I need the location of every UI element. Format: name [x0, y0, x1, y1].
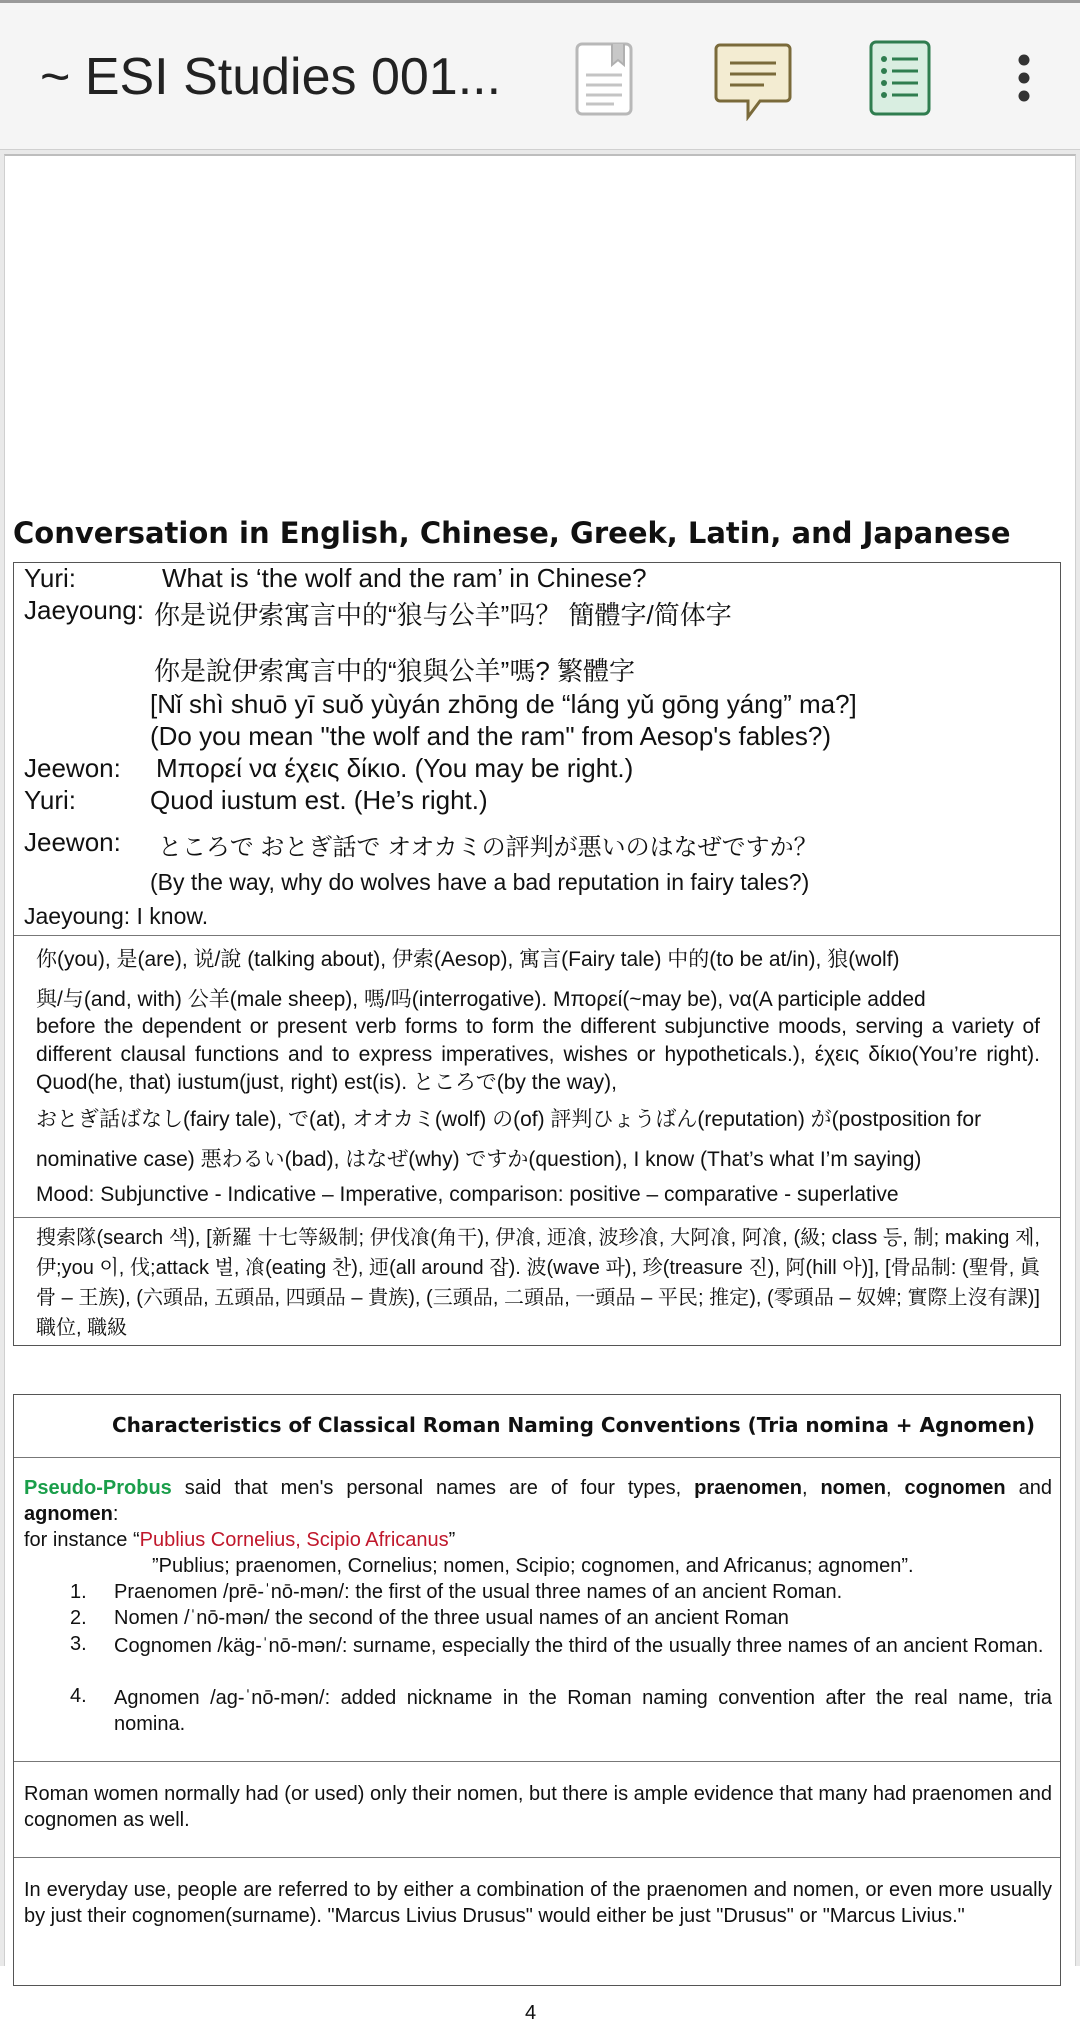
term-nomen: nomen	[820, 1477, 887, 1499]
list-number: 2.	[70, 1607, 87, 1629]
hanja-paragraph: 搜索隊(search 색), [新羅 十七等級制; 伊伐飡(角干), 伊飡, 迊飡, 波珍飡, 大阿飡, 阿飡, (級; class 등, 制; making 제, 伊;you 이, 伐;attack 벌, 飡(eating 찬), 迊(all around 잡). 波(wave 파), 珍(treasure 진), 阿(hill 아)], [骨品制: (聖骨, 眞骨 – 王族), (六頭品, 五頭品, 四頭品 – 貴族), (三頭品, 二頭品, 一頭品 – 平民; 推定), (零頭品 – 奴婢; 實際上沒有課)] 職位, 職級	[36, 1227, 1040, 1339]
document-viewer[interactable]	[0, 150, 1080, 2024]
bookmark-icon[interactable]	[574, 41, 636, 117]
roman-intro	[24, 1475, 1052, 1527]
dialogue-line: What is ‘the wolf and the ram’ in Chinese?	[162, 563, 647, 593]
dialogue-line: (By the way, why do wolves have a bad reputation in fairy tales?)	[150, 869, 810, 895]
dialogue-line: (Do you mean "the wolf and the ram" from Aesop's fables?)	[150, 721, 831, 751]
list-item: Cognomen /käg-ˈnō-mən/: surname, especially the third of the usually three names of an ancient Roman.	[114, 1635, 1044, 1657]
dialogue-line: Jaeyoung: I know.	[24, 903, 209, 929]
vocab-paragraph: before the dependent or present verb forms to form the different subjunctive moods, serving a variety of different clausal functions and to express imperatives, wishes or hypotheticals.), έχεις δίκιο(You’re right). Quod(he, that) iustum(just, right) est(is). ところで(by the way),	[36, 1015, 1040, 1094]
comma: ,	[801, 1477, 821, 1499]
speaker-label: Yuri:	[24, 785, 77, 815]
speaker-label: Yuri:	[24, 563, 77, 593]
list-item: Praenomen /prē-ˈnō-mən/: the first of the usual three names of an ancient Roman.	[114, 1581, 843, 1603]
list-item: Nomen /ˈnō-mən/ the second of the three usual names of an ancient Roman	[114, 1607, 789, 1629]
colon: :	[112, 1503, 119, 1525]
vocab-line: 你(you), 是(are), 说/說 (talking about), 伊索(Aesop), 寓言(Fairy tale) 中的(to be at/in), 狼(wolf)	[36, 948, 900, 971]
table-divider	[14, 935, 1060, 936]
more-icon[interactable]	[1010, 53, 1038, 103]
speaker-label: Jeewon:	[24, 753, 121, 783]
list-item: Agnomen /ag-ˈnō-mən/: added nickname in the Roman naming convention after the real name, tria nomina.	[114, 1687, 1052, 1735]
vocab-line: おとぎ話ばなし(fairy tale), で(at), オオカミ(wolf) の(of) 評判ひょうばん(reputation) が(postposition for	[36, 1108, 982, 1131]
vocab-line: nominative case) 悪わるい(bad), はなぜ(why) ですか(question), I know (That’s what I’m saying)	[36, 1148, 922, 1171]
speaker-label: Jaeyoung:	[24, 595, 144, 625]
document-page	[4, 154, 1076, 2024]
list-number: 1.	[70, 1581, 87, 1603]
speaker-label: Jeewon:	[24, 827, 121, 857]
table-divider	[14, 1217, 1060, 1218]
document-title[interactable]: ~ ESI Studies 001...	[40, 48, 502, 106]
and-text: and	[1005, 1477, 1052, 1499]
for-instance-text: for instance “	[24, 1529, 140, 1551]
term-agnomen: agnomen	[24, 1503, 113, 1525]
term-praenomen: praenomen	[694, 1477, 802, 1499]
conversation-table	[13, 562, 1061, 1346]
dialogue-line: [Nǐ shì shuō yī suǒ yùyán zhōng de “láng yǔ gōng yáng” ma?]	[150, 689, 857, 719]
dialogue-line: 你是說伊索寓言中的“狼與公羊”嗎? 繁體字	[154, 656, 636, 686]
table-divider	[14, 1457, 1060, 1458]
table-divider	[14, 1857, 1060, 1858]
vocab-line: 與/与(and, with) 公羊(male sheep), 嗎/吗(interrogative). Μπορεί(~may be), να(A participle added	[36, 988, 926, 1011]
table-divider	[14, 1761, 1060, 1762]
example-line	[24, 1529, 455, 1552]
list-number: 3.	[70, 1633, 87, 1655]
mood-line: Mood: Subjunctive - Indicative – Imperative, comparison: positive – comparative - superlative	[36, 1183, 899, 1206]
roman-naming-table	[13, 1394, 1061, 1986]
dialogue-line: 你是说伊索寓言中的“狼与公羊”吗？ 簡體字/简体字	[154, 600, 732, 630]
roman-women-paragraph: Roman women normally had (or used) only their nomen, but there is ample evidence that many had praenomen and cognomen as well.	[24, 1783, 1052, 1831]
app-bar	[0, 0, 1080, 150]
intro-text: said that men's personal names are of four types,	[171, 1477, 695, 1499]
pseudo-probus-name: Pseudo-Probus	[24, 1477, 172, 1499]
comma: ,	[886, 1477, 905, 1499]
outline-icon[interactable]	[868, 39, 932, 117]
roman-table-header: Characteristics of Classical Roman Naming Conventions (Tria nomina + Agnomen)	[112, 1413, 1036, 1437]
term-cognomen: cognomen	[904, 1477, 1006, 1499]
example-name: Publius Cornelius, Scipio Africanus	[139, 1529, 449, 1551]
comment-icon[interactable]	[714, 41, 792, 121]
dialogue-line: Quod iustum est. (He’s right.)	[150, 785, 488, 815]
dialogue-line: ところで おとぎ話で オオカミの評判が悪いのはなぜですか？	[158, 834, 818, 861]
dialogue-line: Μπορεί να έχεις δίκιο. (You may be right.)	[156, 753, 634, 783]
close-quote: ”	[448, 1529, 456, 1551]
page-number: 4	[525, 2002, 537, 2024]
example-explanation: ”Publius; praenomen, Cornelius; nomen, Scipio; cognomen, and Africanus; agnomen”.	[152, 1555, 914, 1577]
roman-everyday-paragraph: In everyday use, people are referred to by either a combination of the praenomen and nomen, or even more usually by just their cognomen(surname). "Marcus Livius Drusus" would either be just "Drusus" or "Marcus Livius."	[24, 1879, 1052, 1927]
list-number: 4.	[70, 1685, 87, 1707]
conversation-heading: Conversation in English, Chinese, Greek, Latin, and Japanese	[13, 516, 1011, 550]
